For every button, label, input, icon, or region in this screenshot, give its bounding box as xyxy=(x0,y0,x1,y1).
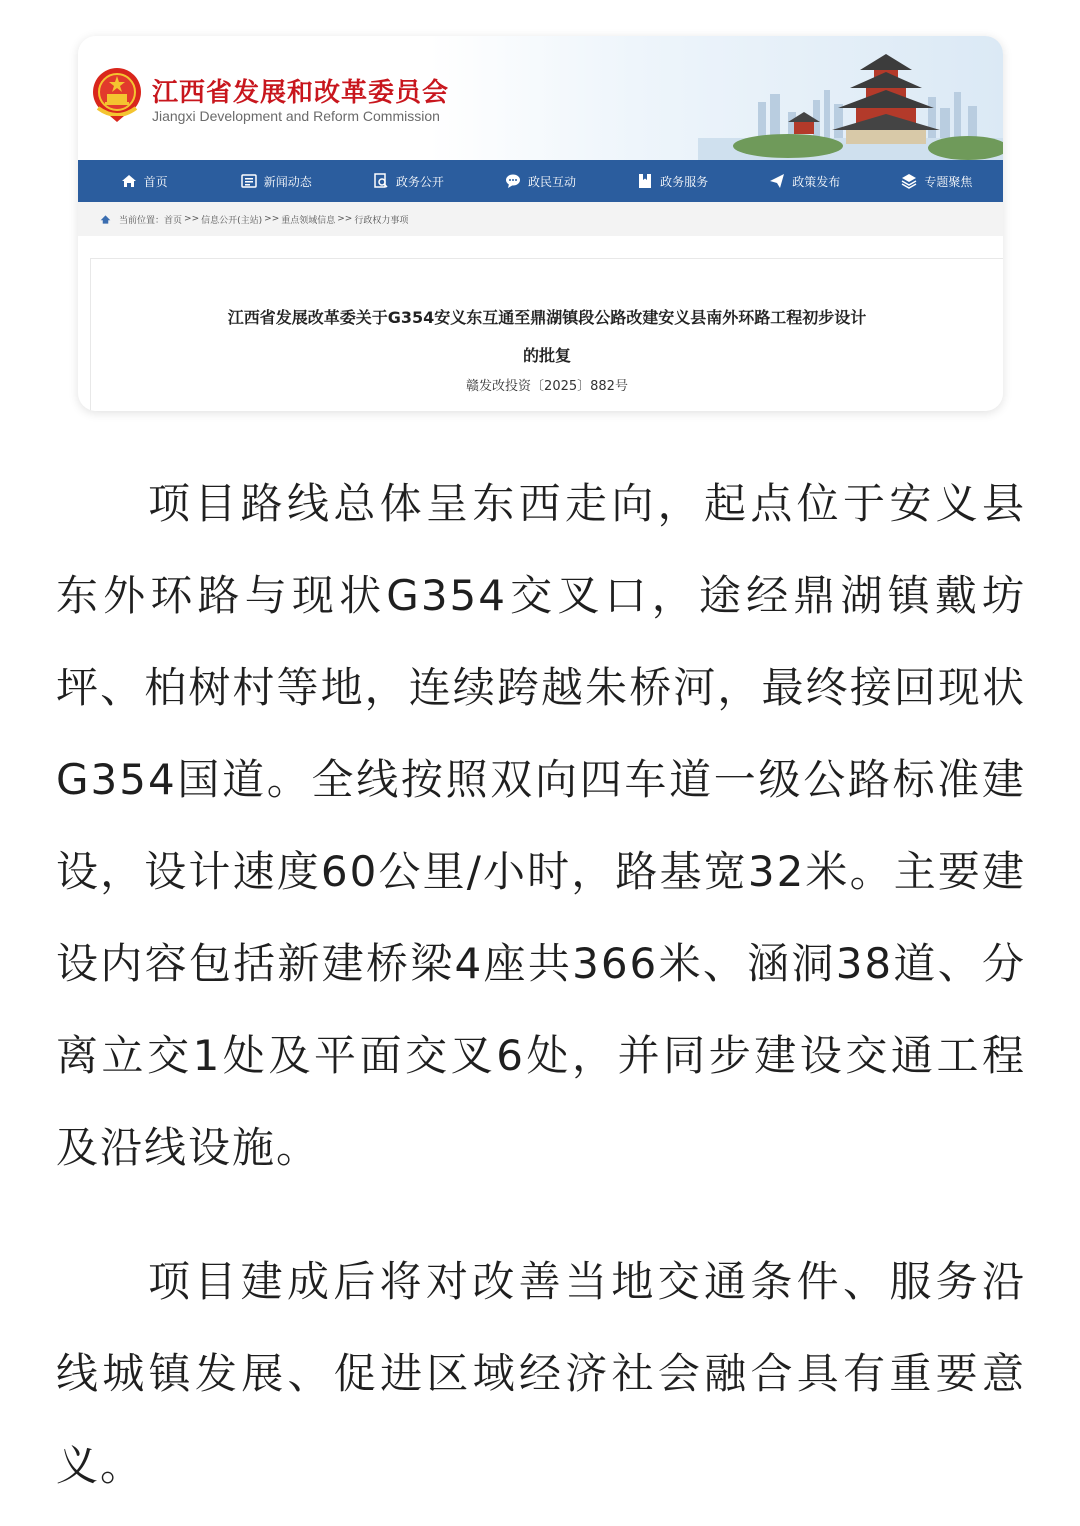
breadcrumb-separator: >> xyxy=(184,214,200,224)
document-panel xyxy=(90,258,1003,411)
nav-item-label: 政策发布 xyxy=(792,174,841,189)
document-title-line2: 的批复 xyxy=(522,346,571,365)
chat-icon xyxy=(505,173,521,189)
site-subtitle: Jiangxi Development and Reform Commission xyxy=(152,108,440,124)
article-paragraph-1: 项目路线总体呈东西走向，起点位于安义县东外环路与现状G354交叉口，途经鼎湖镇戴坊坪、柏树村等地，连续跨越朱桥河，最终接回现状G354国道。全线按照双向四车道一级公路标准建设，设计速度60公里/小时，路基宽32米。主要建设内容包括新建桥梁4座共366米、涵洞38道、分离立交1处及平面交叉6处，并同步建设交通工程及沿线设施。 xyxy=(56,479,1026,1172)
nav-item-label: 首页 xyxy=(143,174,168,189)
nav-item-services[interactable] xyxy=(607,173,739,190)
breadcrumb-prefix: 当前位置： xyxy=(119,215,165,226)
bookmark-icon xyxy=(637,173,653,189)
nav-item-news[interactable] xyxy=(210,173,342,190)
site-title[interactable]: 江西省发展和改革委员会 xyxy=(152,78,450,108)
document-search-icon xyxy=(373,173,389,189)
national-emblem-icon xyxy=(90,66,144,124)
breadcrumb xyxy=(78,202,1003,236)
nav-item-interaction[interactable] xyxy=(474,173,606,190)
breadcrumb-separator: >> xyxy=(264,214,280,224)
breadcrumb-link-admin-power[interactable]: 行政权力事项 xyxy=(354,215,409,226)
nav-item-label: 专题聚焦 xyxy=(924,174,973,189)
breadcrumb-separator: >> xyxy=(337,214,353,224)
home-icon xyxy=(121,173,137,189)
breadcrumb-link-info-open[interactable]: 信息公开(主站) xyxy=(201,215,263,226)
nav-item-policy[interactable] xyxy=(739,173,871,190)
send-icon xyxy=(769,173,785,189)
main-nav xyxy=(78,160,1003,202)
nav-item-label: 政务公开 xyxy=(395,174,444,189)
document-number: 赣发改投资〔2025〕882号 xyxy=(466,379,628,394)
nav-item-label: 政民互动 xyxy=(527,174,576,189)
nav-item-home[interactable] xyxy=(78,173,210,190)
nav-item-label: 新闻动态 xyxy=(263,174,312,189)
tengwang-pavilion-scenery xyxy=(638,42,1003,160)
list-icon xyxy=(241,173,257,189)
document-title-line1: 江西省发展改革委关于G354安义东互通至鼎湖镇段公路改建安义县南外环路工程初步设计 xyxy=(227,308,867,327)
nav-item-label: 政务服务 xyxy=(660,174,709,189)
nav-item-gov-open[interactable] xyxy=(342,173,474,190)
screenshot-card xyxy=(78,36,1003,411)
site-banner xyxy=(78,36,1003,160)
layers-icon xyxy=(901,173,917,189)
article-body xyxy=(56,458,1026,1512)
breadcrumb-link-key-areas[interactable]: 重点领域信息 xyxy=(281,215,336,226)
home-icon xyxy=(100,214,111,225)
article-paragraph-2: 项目建成后将对改善当地交通条件、服务沿线城镇发展、促进区域经济社会融合具有重要意义。 xyxy=(56,1257,1026,1490)
nav-item-topics[interactable] xyxy=(871,173,1003,190)
breadcrumb-link-home[interactable]: 首页 xyxy=(164,215,183,226)
